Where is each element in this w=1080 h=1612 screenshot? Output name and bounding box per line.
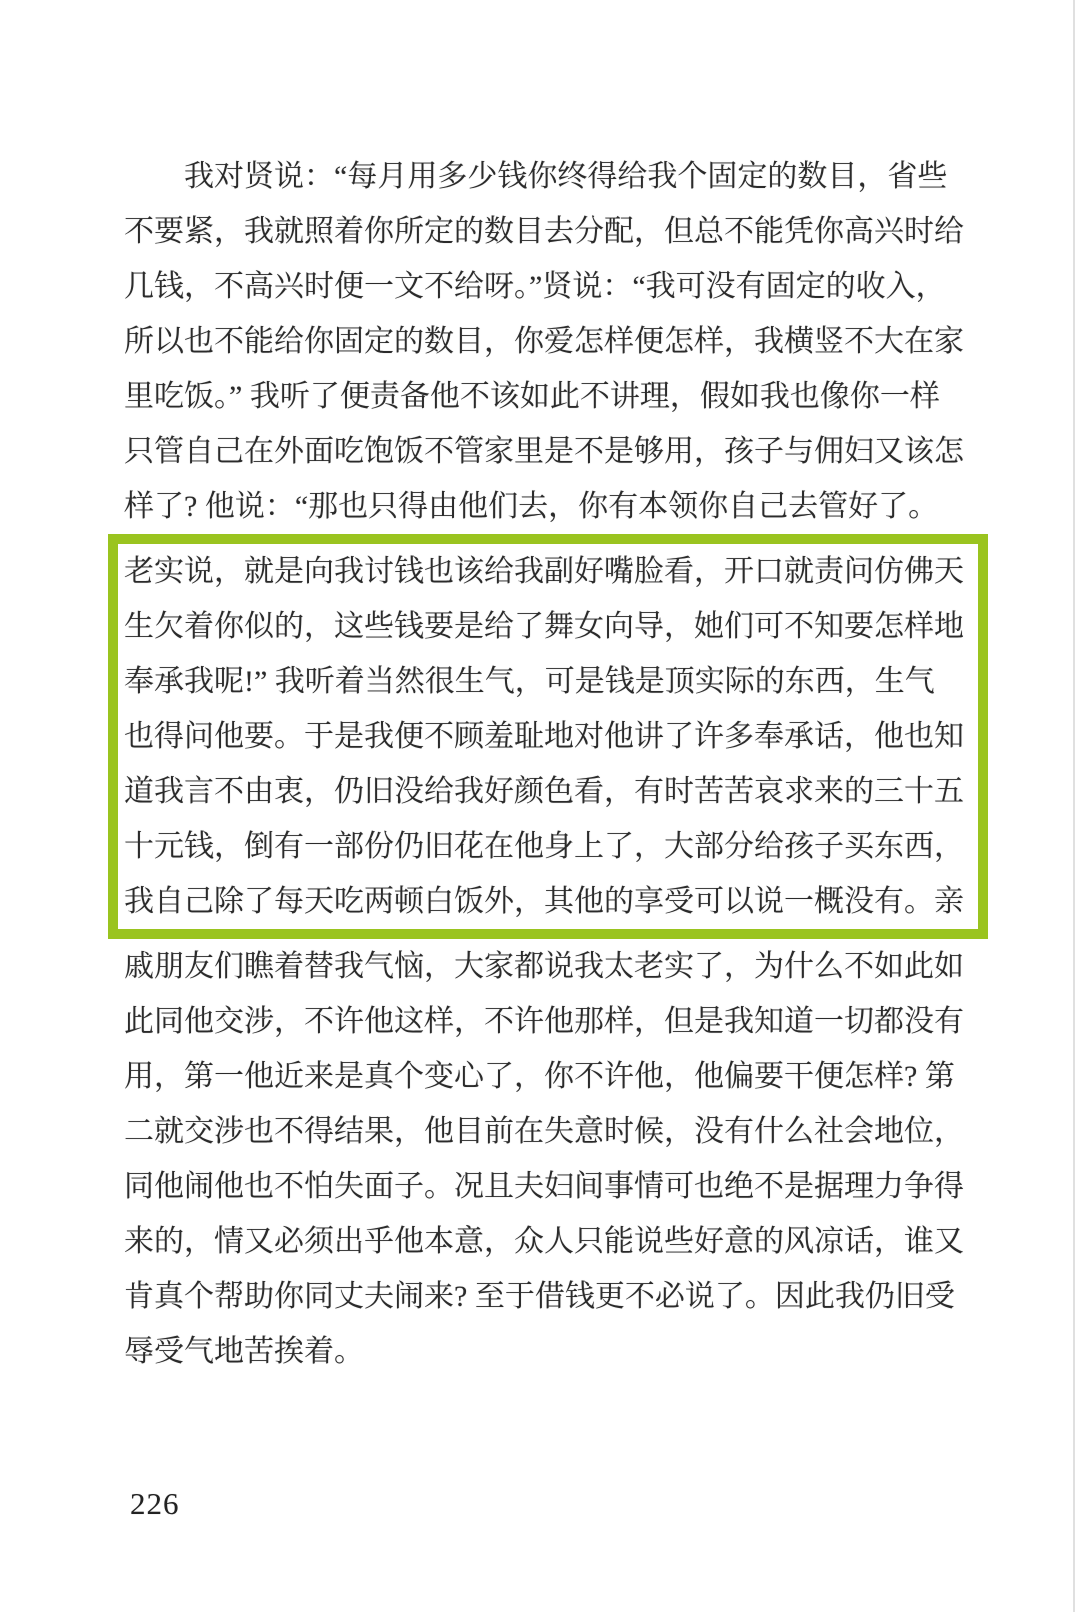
text-line: 几钱，不高兴时便一文不给呀。”贤说：“我可没有固定的收入， bbox=[124, 270, 946, 303]
highlighted-text-line: 十元钱，倒有一部份仍旧花在他身上了，大部分给孩子买东西， bbox=[124, 830, 964, 863]
text-line: 我对贤说：“每月用多少钱你终得给我个固定的数目，省些 bbox=[184, 160, 948, 193]
text-line: 来的，情又必须出乎他本意，众人只能说些好意的风凉话，谁又 bbox=[124, 1225, 964, 1258]
highlighted-text-line: 我自己除了每天吃两顿白饭外，其他的享受可以说一概没有。亲 bbox=[124, 885, 964, 918]
text-line: 只管自己在外面吃饱饭不管家里是不是够用，孩子与佣妇又该怎 bbox=[124, 435, 964, 468]
text-line: 二就交涉也不得结果，他目前在失意时候，没有什么社会地位， bbox=[124, 1115, 964, 1148]
highlighted-text-line: 生欠着你似的，这些钱要是给了舞女向导，她们可不知要怎样地 bbox=[124, 610, 964, 643]
text-line: 此同他交涉，不许他这样，不许他那样，但是我知道一切都没有 bbox=[124, 1005, 964, 1038]
highlight-box bbox=[108, 534, 988, 939]
highlighted-text-line: 也得问他要。于是我便不顾羞耻地对他讲了许多奉承话，他也知 bbox=[124, 720, 964, 753]
body-text bbox=[124, 149, 962, 1379]
text-line: 所以也不能给你固定的数目，你爱怎样便怎样，我横竖不大在家 bbox=[124, 325, 964, 358]
text-line: 样了? 他说：“那也只得由他们去，你有本领你自己去管好了。 bbox=[124, 490, 939, 523]
page-right-edge-line bbox=[1073, 0, 1075, 1612]
text-line: 辱受气地苦挨着。 bbox=[124, 1335, 364, 1368]
text-line: 肯真个帮助你同丈夫闹来? 至于借钱更不必说了。因此我仍旧受 bbox=[124, 1280, 955, 1313]
text-line: 里吃饭。” 我听了便责备他不该如此不讲理，假如我也像你一样 bbox=[124, 380, 940, 413]
text-line: 用，第一他近来是真个变心了，你不许他，他偏要干便怎样? 第 bbox=[124, 1060, 955, 1093]
text-line: 不要紧，我就照着你所定的数目去分配，但总不能凭你高兴时给 bbox=[124, 215, 964, 248]
highlighted-text-line: 奉承我呢!” 我听着当然很生气，可是钱是顶实际的东西，生气 bbox=[124, 665, 935, 698]
text-line: 戚朋友们瞧着替我气恼，大家都说我太老实了，为什么不如此如 bbox=[124, 950, 964, 983]
page-number: 226 bbox=[130, 1486, 180, 1521]
highlighted-text-line: 老实说，就是向我讨钱也该给我副好嘴脸看，开口就责问仿佛天 bbox=[124, 555, 964, 588]
text-line: 同他闹他也不怕失面子。况且夫妇间事情可也绝不是据理力争得 bbox=[124, 1170, 964, 1203]
highlighted-text-line: 道我言不由衷，仍旧没给我好颜色看，有时苦苦哀求来的三十五 bbox=[124, 775, 964, 808]
